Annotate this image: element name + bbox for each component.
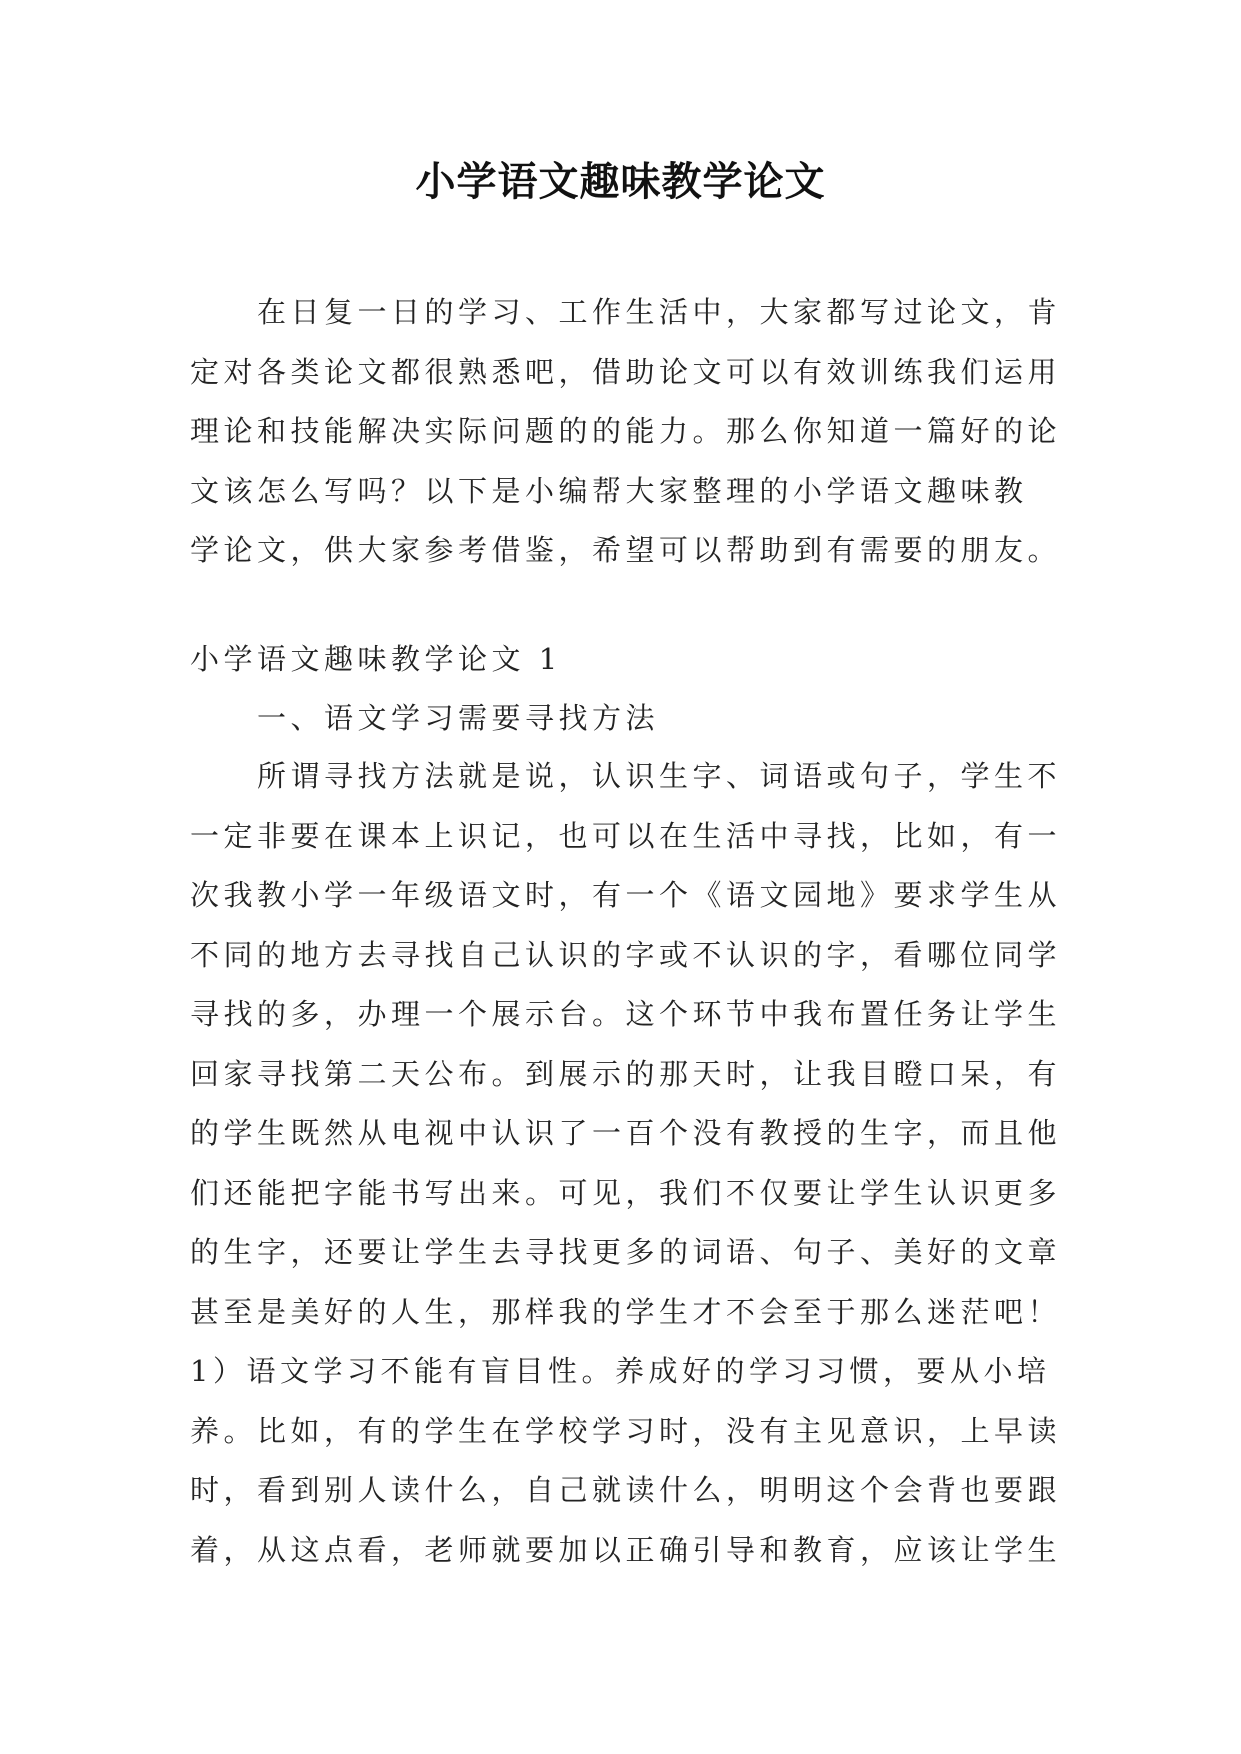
section-heading-text: 小学语文趣味教学论文 1 [190,642,562,676]
intro-paragraph [190,283,1060,581]
text-line: 甚至是美好的人生，那样我的学生才不会至于那么迷茫吧！ [190,1294,1062,1329]
text-line: 在日复一日的学习、工作生活中，大家都写过论文，肯 [257,295,1062,329]
text-line: 时，看到别人读什么，自己就读什么，明明这个会背也要跟 [190,1473,1062,1507]
text-line: 不同的地方去寻找自己认识的字或不认识的字，看哪位同学 [190,937,1062,972]
text-line: 1）语文学习不能有盲目性。养成好的学习习惯，要从小培 [190,1354,1051,1388]
section-heading [190,630,1060,690]
text-line: 的生字，还要让学生去寻找更多的词语、句子、美好的文章 [190,1235,1062,1269]
text-line: 的学生既然从电视中认识了一百个没有教授的生字，而且他 [190,1116,1062,1150]
text-line: 所谓寻找方法就是说，认识生字、词语或句子，学生不 [257,759,1062,793]
text-line: 学论文，供大家参考借鉴，希望可以帮助到有需要的朋友。 [190,533,1062,567]
text-line: 文该怎么写吗？以下是小编帮大家整理的小学语文趣味教 [190,473,1028,508]
document-title: 小学语文趣味教学论文 [415,158,826,205]
text-line: 养。比如，有的学生在学校学习时，没有主见意识，上早读 [190,1413,1062,1448]
subheading [190,689,1060,749]
text-line: 着，从这点看，老师就要加以正确引导和教育，应该让学生 [190,1532,1062,1567]
text-line: 次我教小学一年级语文时，有一个《语文园地》要求学生从 [190,878,1062,912]
text-line: 理论和技能解决实际问题的的能力。那么你知道一篇好的论 [190,414,1062,448]
text-line: 寻找的多，办理一个展示台。这个环节中我布置任务让学生 [190,997,1062,1031]
text-line: 定对各类论文都很熟悉吧，借助论文可以有效训练我们运用 [190,354,1062,389]
text-line: 回家寻找第二天公布。到展示的那天时，让我目瞪口呆，有 [190,1056,1062,1091]
body-paragraph [190,747,1060,1580]
subheading-text: 一、语文学习需要寻找方法 [257,701,660,735]
text-line: 一定非要在课本上识记，也可以在生活中寻找，比如，有一 [190,818,1062,853]
text-line: 们还能把字能书写出来。可见，我们不仅要让学生认识更多 [190,1175,1062,1210]
